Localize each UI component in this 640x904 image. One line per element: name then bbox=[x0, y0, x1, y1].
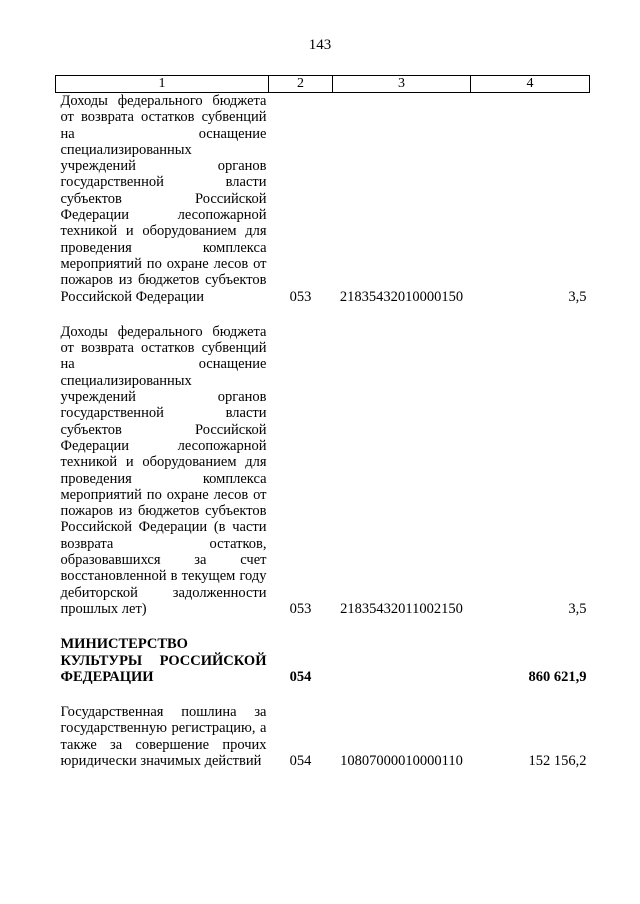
revenue-description bbox=[56, 704, 269, 769]
amount: 152 156,2 bbox=[528, 752, 587, 769]
revenue-description bbox=[56, 324, 269, 617]
budget-revenue-table bbox=[55, 75, 590, 769]
table-row bbox=[56, 93, 590, 305]
table-row-ministry bbox=[56, 636, 590, 685]
ministry-total-amount: 860 621,9 bbox=[528, 668, 587, 685]
revenue-description-text: Государственная пошлина за государственную регистрацию, а также за совершение прочих юридически значимых действий bbox=[60, 704, 267, 769]
page-number: 143 bbox=[308, 37, 332, 53]
admin-code: 054 bbox=[289, 668, 312, 685]
column-header-2: 2 bbox=[269, 76, 333, 93]
admin-code: 053 bbox=[289, 288, 312, 305]
budget-classification-code: 21835432010000150 bbox=[339, 288, 464, 305]
revenue-description bbox=[56, 93, 269, 305]
ministry-name-text: МИНИСТЕРСТВО КУЛЬТУРЫ РОССИЙСКОЙ ФЕДЕРАЦИИ bbox=[60, 636, 267, 685]
column-header-1: 1 bbox=[56, 76, 269, 93]
revenue-description-text: Доходы федерального бюджета от возврата остатков субвенций на оснащение специализированных учреждений органов государственной власти субъектов Российской Федерации лесопожарной техникой и оборудованием для проведения комплекса мероприятий по охране лесов от пожаров из бюджетов субъектов Российской Федерации (в части возврата остатков, образовавшихся за счет восстановленной в текущем году дебиторской задолженности прошлых лет) bbox=[60, 323, 267, 617]
budget-classification-code: 10807000010000110 bbox=[340, 752, 463, 769]
table-row bbox=[56, 704, 590, 769]
row-spacer bbox=[56, 617, 590, 636]
row-spacer bbox=[56, 305, 590, 324]
column-header-3: 3 bbox=[333, 76, 471, 93]
table-row bbox=[56, 324, 590, 617]
ministry-name bbox=[56, 636, 269, 685]
column-header-4: 4 bbox=[471, 76, 590, 93]
revenue-description-text: Доходы федерального бюджета от возврата остатков субвенций на оснащение специализированных учреждений органов государственной власти субъектов Российской Федерации лесопожарной техникой и оборудованием для проведения комплекса мероприятий по охране лесов от пожаров из бюджетов субъектов Российской Федерации bbox=[60, 93, 267, 305]
amount: 3,5 bbox=[568, 600, 587, 617]
budget-classification-code bbox=[333, 636, 471, 685]
admin-code: 053 bbox=[289, 600, 312, 617]
admin-code: 054 bbox=[289, 752, 312, 769]
budget-classification-code: 21835432011002150 bbox=[340, 600, 463, 617]
table-header-row bbox=[56, 76, 590, 93]
amount: 3,5 bbox=[568, 288, 587, 305]
row-spacer bbox=[56, 685, 590, 704]
